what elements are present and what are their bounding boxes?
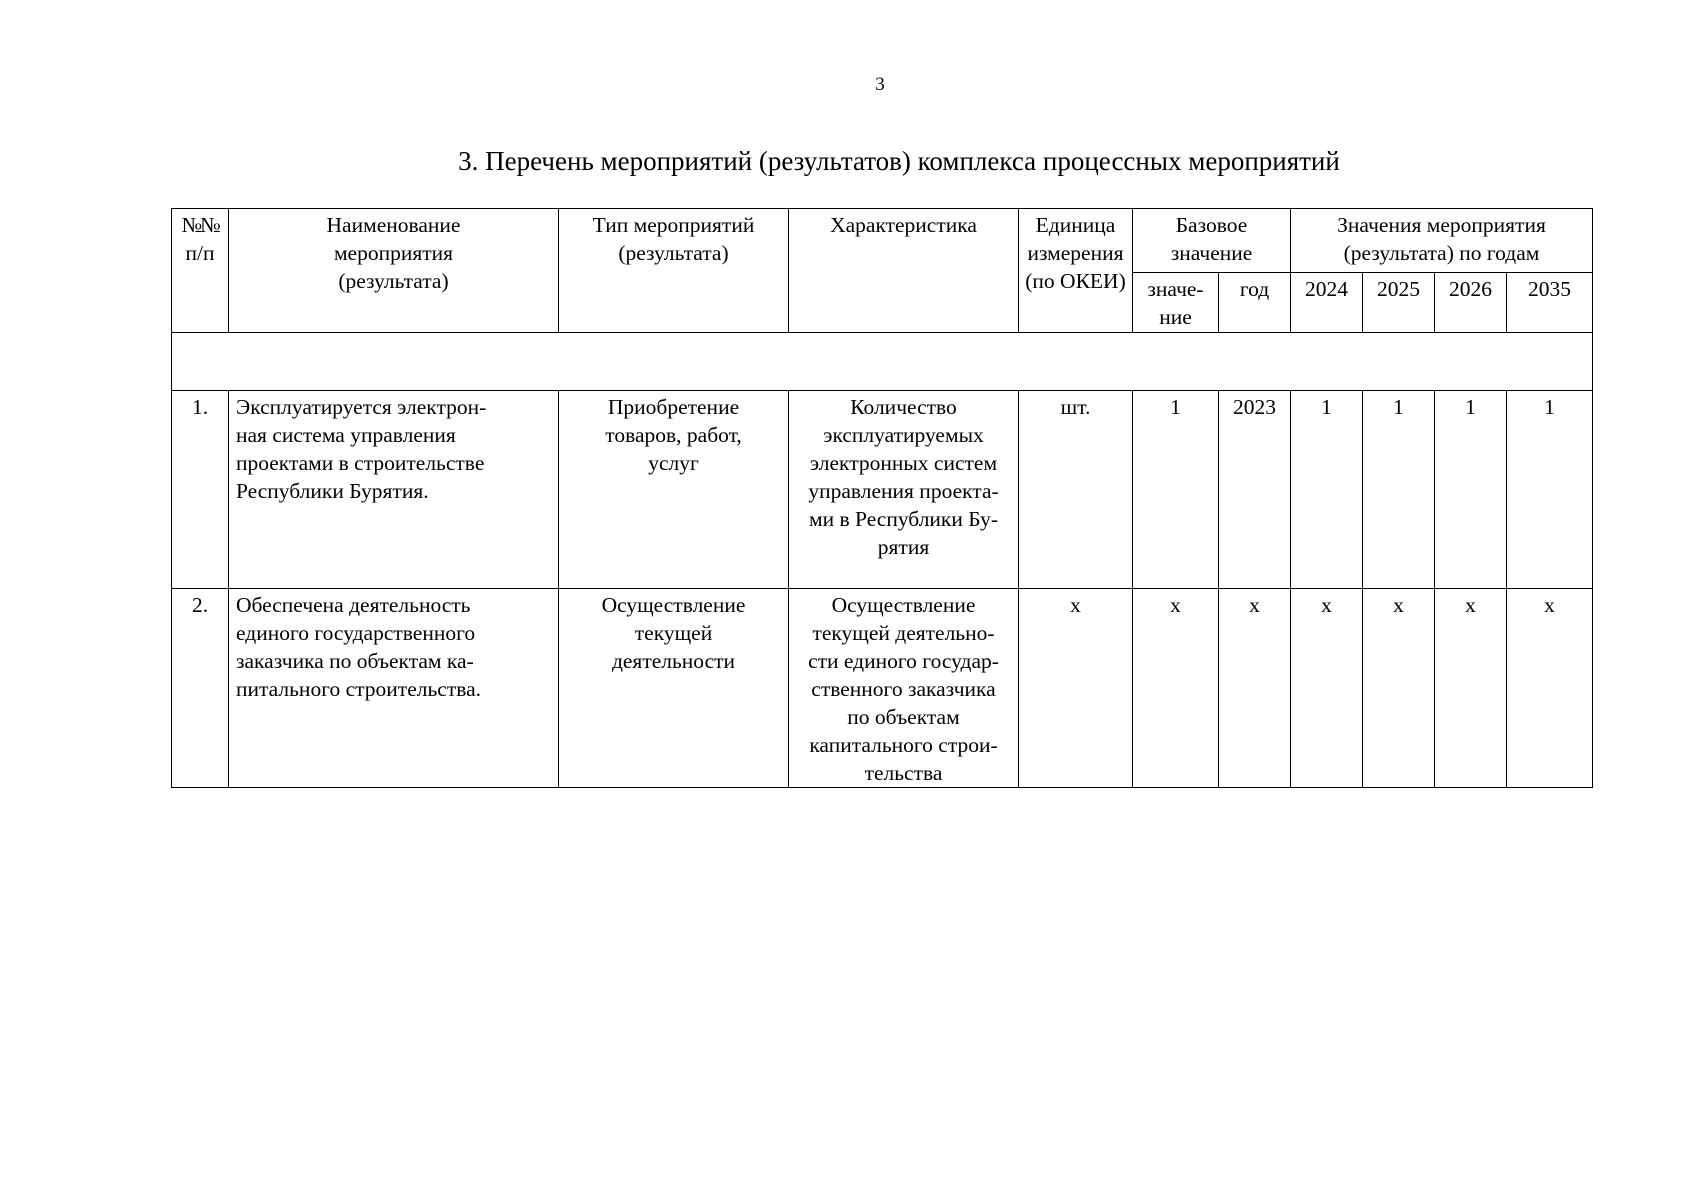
row-characteristic-line: по объектам [847, 705, 960, 729]
row-name-cell [229, 589, 559, 788]
header-base-year-cell: год [1219, 273, 1291, 333]
row-type-line: товаров, работ, [605, 423, 742, 447]
header-values-line: (результата) по годам [1343, 241, 1540, 265]
table-row [172, 589, 1593, 788]
row-characteristic-line: Количество [850, 395, 957, 419]
header-name-line: Наименование [326, 213, 461, 237]
header-base-value-line: ние [1159, 305, 1192, 329]
header-base-cell [1133, 209, 1291, 273]
row-characteristic-line: сти единого государ- [808, 649, 999, 673]
row-type-line: Приобретение [607, 395, 740, 419]
header-year-cell: 2026 [1435, 273, 1507, 333]
row-characteristic-line: капитального строи- [809, 733, 998, 757]
table-row [172, 391, 1593, 589]
row-base-year-cell: х [1219, 589, 1291, 788]
header-unit-line: (по ОКЕИ) [1025, 269, 1126, 293]
header-year-cell: 2035 [1507, 273, 1593, 333]
row-name-line: заказчика по объектам ка- [236, 649, 474, 673]
header-type-line: Тип мероприятий [592, 213, 755, 237]
row-value-cell: 1 [1363, 391, 1435, 589]
header-year-cell: 2025 [1363, 273, 1435, 333]
row-characteristic-cell [789, 391, 1019, 589]
task-cell [172, 333, 1593, 391]
row-base-value-cell: х [1133, 589, 1219, 788]
row-characteristic-line: текущей деятельно- [812, 621, 995, 645]
row-value-cell: х [1435, 589, 1507, 788]
row-characteristic-line: эксплуатируемых [823, 423, 984, 447]
header-num-line: п/п [185, 241, 215, 265]
header-base-line: Базовое [1175, 213, 1248, 237]
header-num-cell [172, 209, 229, 333]
row-value-cell: х [1291, 589, 1363, 788]
header-type-cell [559, 209, 789, 333]
header-name-line: мероприятия [333, 241, 454, 265]
row-name-line: ная система управления [236, 423, 456, 447]
row-characteristic-line: Осуществление [831, 593, 976, 617]
header-characteristic-cell [789, 209, 1019, 333]
measures-table [171, 208, 1593, 788]
row-type-line: деятельности [611, 649, 736, 673]
section-title: 3. Перечень мероприятий (результатов) комплекса процессных мероприятий [458, 146, 1340, 176]
row-characteristic-line: управления проекта- [808, 479, 999, 503]
row-type-line: текущей [634, 621, 713, 645]
row-value-cell: х [1363, 589, 1435, 788]
row-num-cell: 1. [172, 391, 229, 589]
row-characteristic-cell [789, 589, 1019, 788]
row-characteristic-line: электронных систем [809, 451, 998, 475]
row-type-cell [559, 589, 789, 788]
task-row [172, 333, 1593, 391]
header-name-cell [229, 209, 559, 333]
row-base-year-cell: 2023 [1219, 391, 1291, 589]
row-name-line: Обеспечена деятельность [236, 593, 471, 617]
header-unit-line: измерения [1027, 241, 1124, 265]
row-name-cell [229, 391, 559, 589]
row-characteristic-line: ственного заказчика [811, 677, 996, 701]
row-name-line: Эксплуатируется электрон- [236, 395, 487, 419]
header-unit-cell [1019, 209, 1133, 333]
row-type-line: услуг [648, 451, 699, 475]
row-unit-cell: х [1019, 589, 1133, 788]
header-values-cell [1291, 209, 1593, 273]
row-value-cell: 1 [1291, 391, 1363, 589]
row-value-cell: х [1507, 589, 1593, 788]
header-values-line: Значения мероприятия [1337, 213, 1546, 237]
header-base-value-cell [1133, 273, 1219, 333]
row-base-value-cell: 1 [1133, 391, 1219, 589]
row-value-cell: 1 [1507, 391, 1593, 589]
header-type-line: (результата) [618, 241, 729, 265]
header-num-line: №№ [181, 213, 219, 237]
header-unit-line: Единица [1035, 213, 1116, 237]
header-base-value-line: значе- [1147, 277, 1204, 301]
page-number: 3 [875, 74, 885, 95]
row-type-cell [559, 391, 789, 589]
row-characteristic-line: тельства [864, 761, 943, 785]
row-characteristic-line: ми в Республики Бу- [809, 507, 998, 531]
row-value-cell: 1 [1435, 391, 1507, 589]
row-unit-cell: шт. [1019, 391, 1133, 589]
row-characteristic-line: рятия [877, 535, 930, 559]
row-name-line: питального строительства. [236, 677, 482, 701]
header-year-cell: 2024 [1291, 273, 1363, 333]
header-base-line: значение [1170, 241, 1253, 265]
header-characteristic-label: Характеристика [830, 213, 977, 237]
header-name-line: (результата) [338, 269, 449, 293]
row-num-cell: 2. [172, 589, 229, 788]
row-name-line: единого государственного [236, 621, 476, 645]
row-name-line: Республики Бурятия. [236, 479, 429, 503]
row-name-line: проектами в строительстве [236, 451, 485, 475]
header-row-top [172, 209, 1593, 273]
row-type-line: Осуществление [601, 593, 746, 617]
